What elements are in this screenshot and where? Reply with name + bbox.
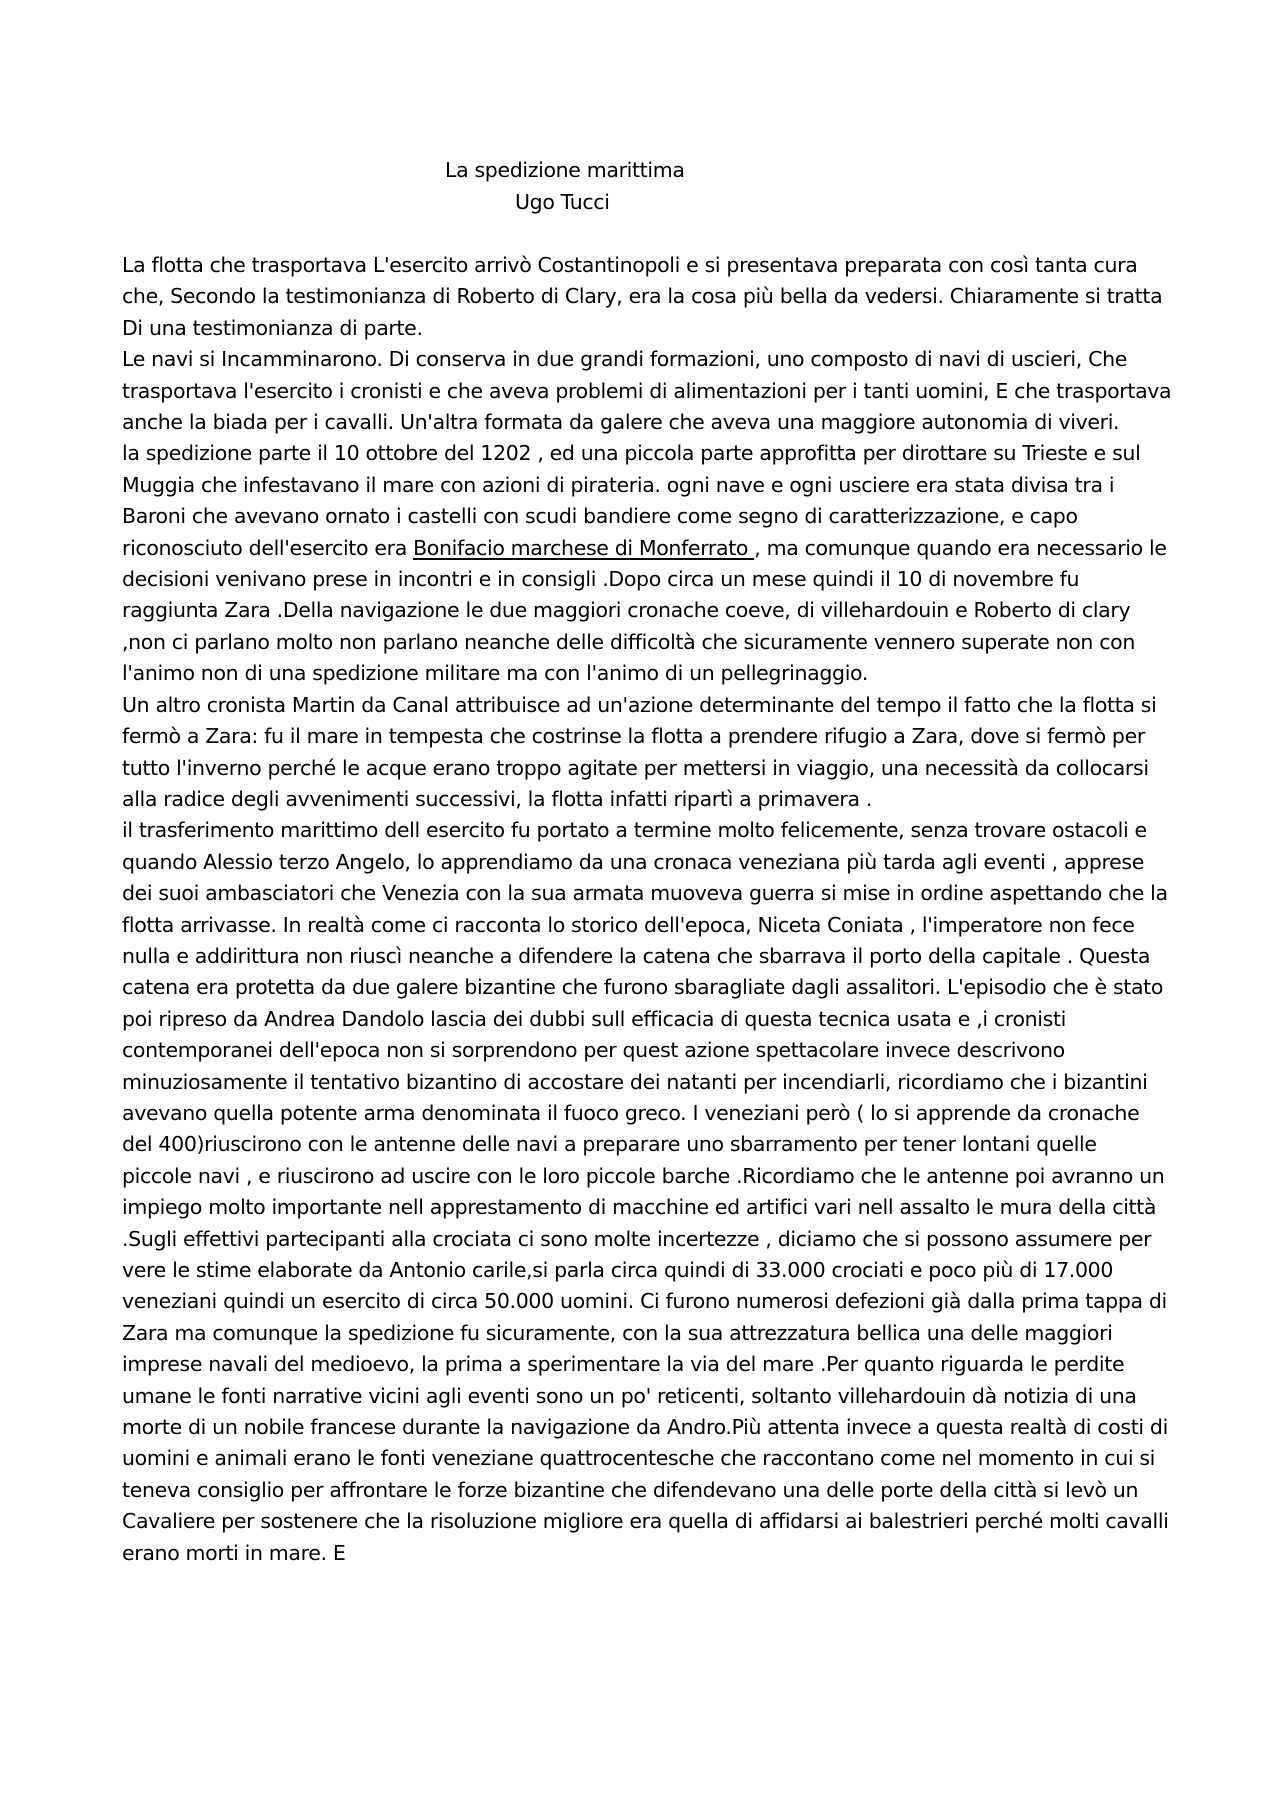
paragraph-3-text-end: , ma comunque quando era necessario le decisioni venivano prese in incontri e in consigli .Dopo circa un mese quindi il 10 di novembre fu raggiunta Zara .Della navigazione le due maggiori cronache coeve, di villehardouin e Roberto di clary ,non ci parlano molto non parlano neanche delle difficoltà che sicuramente vennero superate non con l'animo non di una spedizione militare ma con l'animo di un pellegrinaggio. xyxy=(122,535,1167,686)
paragraph-3 xyxy=(122,438,1172,689)
paragraph-5: il trasferimento marittimo dell esercito fu portato a termine molto felicemente, senza trovare ostacoli e quando Alessio terzo Angelo, lo apprendiamo da una cronaca veneziana più tarda agli eventi , apprese dei suoi ambasciatori che Venezia con la sua armata muoveva guerra si mise in ordine aspettando che la flotta arrivasse. In realtà come ci racconta lo storico dell'epoca, Niceta Coniata , l'imperatore non fece nulla e addirittura non riuscì neanche a difendere la catena che sbarrava il porto della capitale . Questa catena era protetta da due galere bizantine che furono sbaragliate dagli assalitori. L'episodio che è stato poi ripreso da Andrea Dandolo lascia dei dubbi sull efficacia di questa tecnica usata e ,i cronisti contemporanei dell'epoca non si sorprendono per quest azione spettacolare invece descrivono minuziosamente il tentativo bizantino di accostare dei natanti per incendiarli, ricordiamo che i bizantini avevano quella potente arma denominata il fuoco greco. I veneziani però ( lo si apprende da cronache del 400)riuscirono con le antenne delle navi a preparare uno sbarramento per tener lontani quelle piccole navi , e riuscirono ad uscire con le loro piccole barche .Ricordiamo che le antenne poi avranno un impiego molto importante nell apprestamento di macchine ed artifici vari nell assalto le mura della città .Sugli effettivi partecipanti alla crociata ci sono molte incertezze , diciamo che si possono assumere per vere le stime elaborate da Antonio carile,si parla circa quindi di 33.000 crociati e poco più di 17.000 veneziani quindi un esercito di circa 50.000 uomini. Ci furono numerosi defezioni già dalla prima tappa di Zara ma comunque la spedizione fu sicuramente, con la sua attrezzatura bellica una delle maggiori imprese navali del medioevo, la prima a sperimentare la via del mare .Per quanto riguarda le perdite umane le fonti narrative vicini agli eventi sono un po' reticenti, soltanto villehardouin dà notizia di una morte di un nobile francese durante la navigazione da Andro.Più attenta invece a questa realtà di costi di uomini e animali erano le fonti veneziane quattrocentesche che raccontano come nel momento in cui si teneva consiglio per affrontare le forze bizantine che difendevano una delle porte della città si levò un Cavaliere per sostenere che la risoluzione migliore era quella di affidarsi ai balestrieri perché molti cavalli erano morti in mare. E xyxy=(122,818,1169,1565)
document-author: Ugo Tucci xyxy=(515,190,610,214)
paragraph-1: La flotta che trasportava L'esercito arrivò Costantinopoli e si presentava preparata con così tanta cura che, Secondo la testimonianza di Roberto di Clary, era la cosa più bella da vedersi. Chiaramente si tratta Di una testimonianza di parte. xyxy=(122,253,1163,340)
document-title: La spedizione marittima xyxy=(445,158,685,182)
paragraph-3-text-start: la spedizione parte il 10 ottobre del 1202 , ed una piccola parte approfitta per dirottare su Trieste e sul Muggia che infestavano il mare con azioni di pirateria. ogni nave e ogni usciere era stata divisa tra i Baroni che avevano ornato i castelli con scudi bandiere come segno di caratterizzazione, e capo riconosciuto dell'esercito era xyxy=(122,441,1141,560)
paragraph-4: Un altro cronista Martin da Canal attribuisce ad un'azione determinante del tempo il fatto che la flotta si fermò a Zara: fu il mare in tempesta che costrinse la flotta a prendere rifugio a Zara, dove si fermò per tutto l'inverno perché le acque erano troppo agitate per mettersi in viaggio, una necessità da collocarsi alla radice degli avvenimenti successivi, la flotta infatti ripartì a primavera . xyxy=(122,692,1157,811)
document-body xyxy=(122,250,1172,1569)
monferrato-link[interactable]: Bonifacio marchese di Monferrato xyxy=(413,535,755,560)
paragraph-2: Le navi si Incamminarono. Di conserva in due grandi formazioni, uno composto di navi di uscieri, Che trasportava l'esercito i cronisti e che aveva problemi di alimentazioni per i tanti uomini, E che trasportava anche la biada per i cavalli. Un'altra formata da galere che aveva una maggiore autonomia di viveri. xyxy=(122,347,1172,435)
